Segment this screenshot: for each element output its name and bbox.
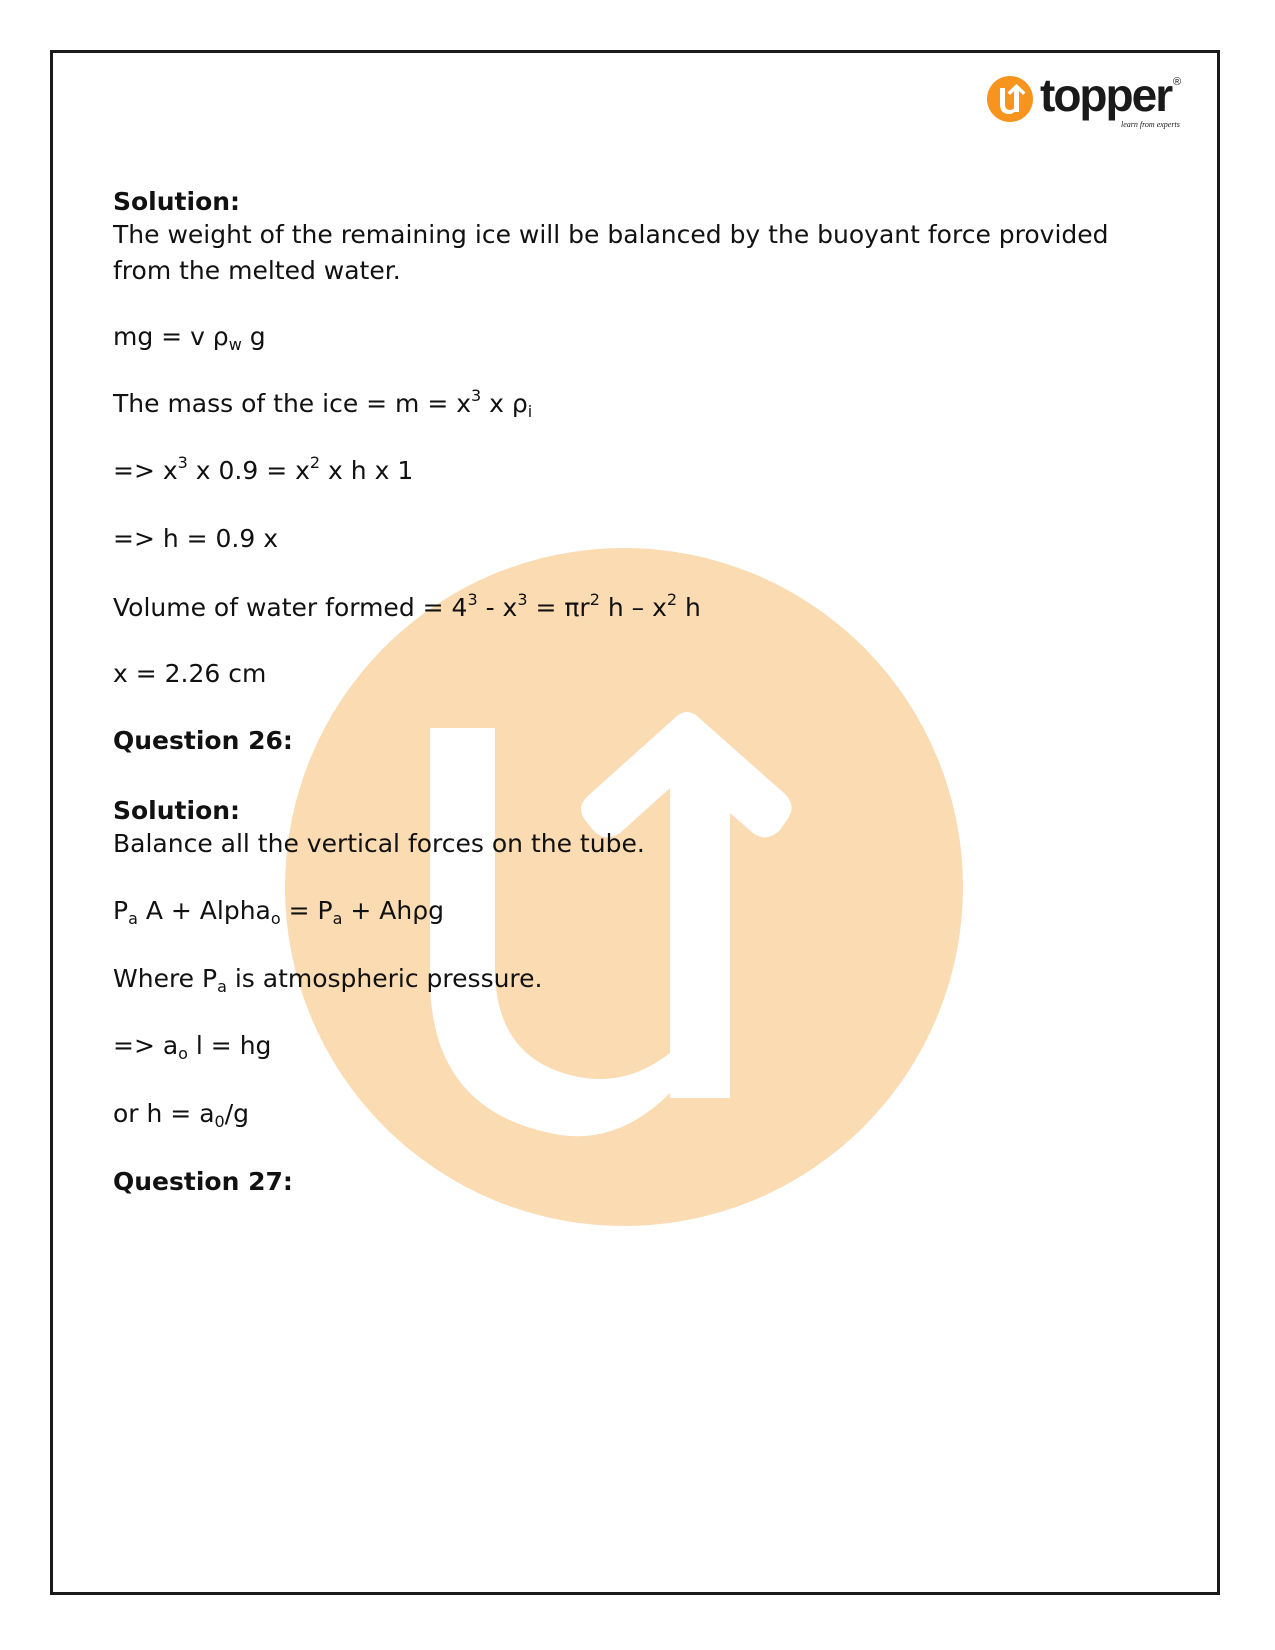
solution-heading: Solution:	[113, 187, 241, 216]
equation-force-balance: $P_a$ A + Alpha$_o$ = $P_a + Ah\rho g$	[113, 896, 444, 928]
question-heading: Question 27:	[113, 1167, 293, 1196]
answer-h: or $h = a_0/g$	[113, 1099, 250, 1131]
answer-x: x = 2.26 cm	[113, 659, 267, 688]
solution-text: The weight of the remaining ice will be balanced by the buoyant force provided from the melted water.	[113, 220, 1109, 285]
equation-mass-of-ice: The mass of the ice = $m = x^3$ x $\rho_i$	[113, 386, 533, 421]
equation-step-3: => $a_o$ l = hg	[113, 1031, 272, 1063]
u-arrow-icon	[987, 76, 1033, 122]
brand-tagline: learn from experts	[1121, 120, 1180, 129]
definition-atmospheric-pressure: Where $P_a$ is atmospheric pressure.	[113, 964, 543, 996]
solution-heading: Solution:	[113, 796, 241, 825]
equation-step-2: => h = 0.9 x	[113, 524, 279, 553]
equation-buoyancy: mg = v $\rho_w$ g	[113, 322, 266, 354]
equation-step-1: => $x^3$ x $0.9 = x^2$ x h x 1	[113, 453, 414, 485]
registered-mark: ®	[1173, 76, 1182, 88]
solution-text: Balance all the vertical forces on the tube.	[113, 829, 645, 858]
question-heading: Question 26:	[113, 726, 293, 755]
brand-name: topper	[1040, 69, 1172, 121]
u-topper-watermark	[285, 548, 963, 1226]
equation-volume-of-water: Volume of water formed = $4^3 - x^3 = \pi r^2$ h – $x^2$ h	[113, 590, 701, 622]
topper-logo	[985, 69, 1185, 138]
